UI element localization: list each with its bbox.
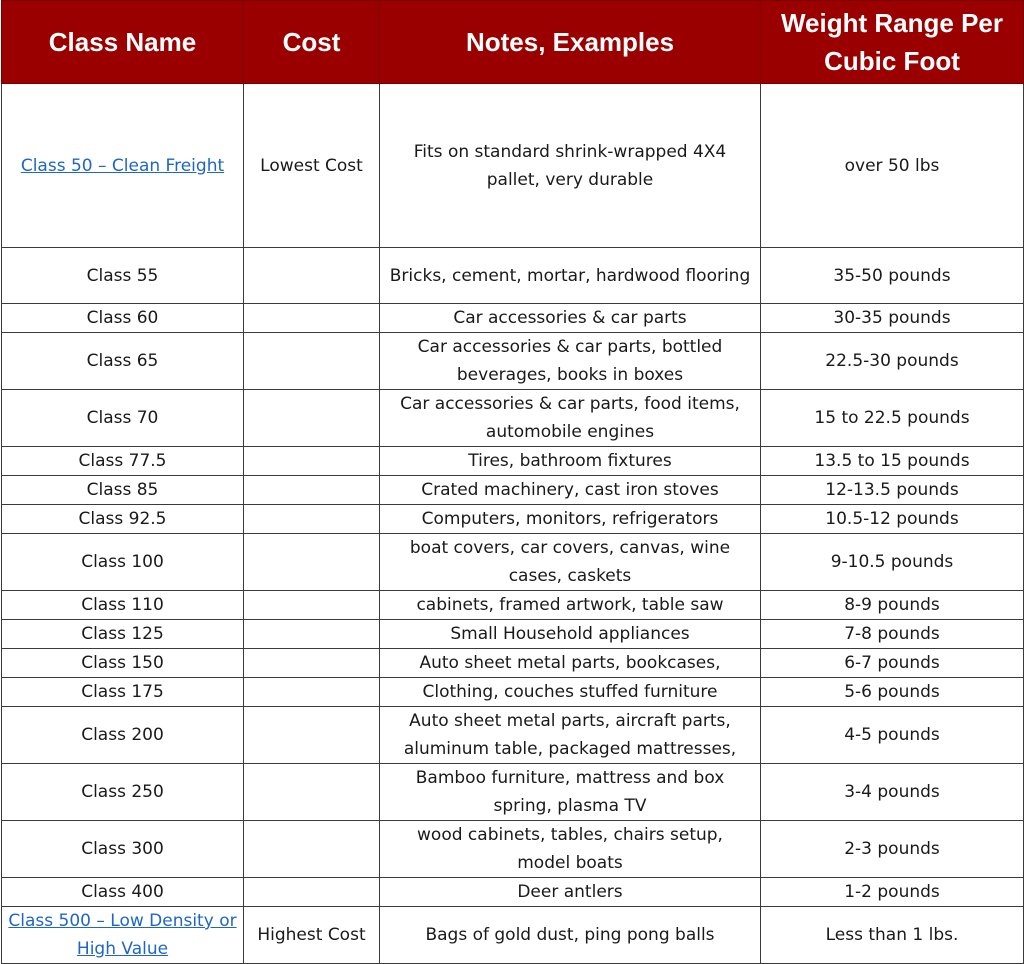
cost-cell — [244, 505, 380, 534]
cost-cell — [244, 447, 380, 476]
class-name-cell: Class 250 — [2, 764, 244, 821]
notes-cell: Auto sheet metal parts, bookcases, — [380, 649, 761, 678]
class-name-cell: Class 300 — [2, 821, 244, 878]
class-name-cell: Class 70 — [2, 390, 244, 447]
table-row — [2, 304, 1024, 333]
class-name-cell: Class 85 — [2, 476, 244, 505]
class-name-cell: Class 125 — [2, 620, 244, 649]
class-name-cell: Class 175 — [2, 678, 244, 707]
table-row — [2, 248, 1024, 304]
class-name-cell: Class 92.5 — [2, 505, 244, 534]
table-row — [2, 390, 1024, 447]
weight-range-cell: 6-7 pounds — [761, 649, 1024, 678]
table-row — [2, 678, 1024, 707]
cost-cell — [244, 620, 380, 649]
table-row — [2, 333, 1024, 390]
cost-cell — [244, 878, 380, 907]
notes-cell: Fits on standard shrink-wrapped 4X4 pallet, very durable — [380, 84, 761, 248]
notes-cell: Tires, bathroom fixtures — [380, 447, 761, 476]
table-row — [2, 476, 1024, 505]
class-name-cell: Class 100 — [2, 534, 244, 591]
class-link[interactable]: Class 500 – Low Density or High Value — [8, 911, 237, 959]
weight-range-cell: 8-9 pounds — [761, 591, 1024, 620]
cost-cell — [244, 534, 380, 591]
class-link[interactable]: Class 50 – Clean Freight — [20, 155, 225, 176]
notes-cell: Crated machinery, cast iron stoves — [380, 476, 761, 505]
table-row — [2, 447, 1024, 476]
cost-cell — [244, 764, 380, 821]
notes-cell: boat covers, car covers, canvas, wine cases, caskets — [380, 534, 761, 591]
notes-cell: Bricks, cement, mortar, hardwood flooring — [380, 248, 761, 304]
cost-cell — [244, 333, 380, 390]
table-row — [2, 878, 1024, 907]
weight-range-cell: 22.5-30 pounds — [761, 333, 1024, 390]
cost-cell — [244, 707, 380, 764]
notes-cell: Car accessories & car parts, food items, automobile engines — [380, 390, 761, 447]
weight-range-cell: 13.5 to 15 pounds — [761, 447, 1024, 476]
cost-cell — [244, 390, 380, 447]
class-name-cell[interactable] — [2, 84, 244, 248]
weight-range-cell: Less than 1 lbs. — [761, 907, 1024, 964]
header-class-name: Class Name — [2, 1, 244, 84]
cost-cell: Highest Cost — [244, 907, 380, 964]
notes-cell: Deer antlers — [380, 878, 761, 907]
cost-cell — [244, 248, 380, 304]
weight-range-cell: 2-3 pounds — [761, 821, 1024, 878]
table-row — [2, 764, 1024, 821]
cost-cell — [244, 591, 380, 620]
weight-range-cell: over 50 lbs — [761, 84, 1024, 248]
weight-range-cell: 35-50 pounds — [761, 248, 1024, 304]
table-row — [2, 649, 1024, 678]
notes-cell: Small Household appliances — [380, 620, 761, 649]
notes-cell: Computers, monitors, refrigerators — [380, 505, 761, 534]
freight-class-table — [1, 0, 1024, 964]
cost-cell — [244, 476, 380, 505]
weight-range-cell: 15 to 22.5 pounds — [761, 390, 1024, 447]
class-name-cell: Class 200 — [2, 707, 244, 764]
weight-range-cell: 3-4 pounds — [761, 764, 1024, 821]
table-row — [2, 505, 1024, 534]
class-name-cell: Class 55 — [2, 248, 244, 304]
weight-range-cell: 1-2 pounds — [761, 878, 1024, 907]
cost-cell — [244, 649, 380, 678]
table-row — [2, 534, 1024, 591]
class-name-cell: Class 65 — [2, 333, 244, 390]
class-name-cell: Class 150 — [2, 649, 244, 678]
notes-cell: wood cabinets, tables, chairs setup, model boats — [380, 821, 761, 878]
weight-range-cell: 9-10.5 pounds — [761, 534, 1024, 591]
cost-cell — [244, 678, 380, 707]
table-row — [2, 620, 1024, 649]
weight-range-cell: 4-5 pounds — [761, 707, 1024, 764]
weight-range-cell: 7-8 pounds — [761, 620, 1024, 649]
weight-range-cell: 5-6 pounds — [761, 678, 1024, 707]
notes-cell: Bags of gold dust, ping pong balls — [380, 907, 761, 964]
weight-range-cell: 30-35 pounds — [761, 304, 1024, 333]
notes-cell: Car accessories & car parts, bottled beverages, books in boxes — [380, 333, 761, 390]
header-weight-range: Weight Range Per Cubic Foot — [761, 1, 1024, 84]
notes-cell: Bamboo furniture, mattress and box spring, plasma TV — [380, 764, 761, 821]
weight-range-cell: 10.5-12 pounds — [761, 505, 1024, 534]
table-row — [2, 591, 1024, 620]
cost-cell — [244, 821, 380, 878]
header-notes: Notes, Examples — [380, 1, 761, 84]
header-row — [2, 1, 1024, 84]
class-name-cell: Class 400 — [2, 878, 244, 907]
table-row — [2, 84, 1024, 248]
class-name-cell: Class 60 — [2, 304, 244, 333]
class-name-cell: Class 110 — [2, 591, 244, 620]
notes-cell: cabinets, framed artwork, table saw — [380, 591, 761, 620]
notes-cell: Car accessories & car parts — [380, 304, 761, 333]
header-cost: Cost — [244, 1, 380, 84]
weight-range-cell: 12-13.5 pounds — [761, 476, 1024, 505]
notes-cell: Clothing, couches stuffed furniture — [380, 678, 761, 707]
cost-cell — [244, 304, 380, 333]
class-name-cell: Class 77.5 — [2, 447, 244, 476]
table-row — [2, 707, 1024, 764]
cost-cell: Lowest Cost — [244, 84, 380, 248]
notes-cell: Auto sheet metal parts, aircraft parts, aluminum table, packaged mattresses, — [380, 707, 761, 764]
table-row — [2, 821, 1024, 878]
